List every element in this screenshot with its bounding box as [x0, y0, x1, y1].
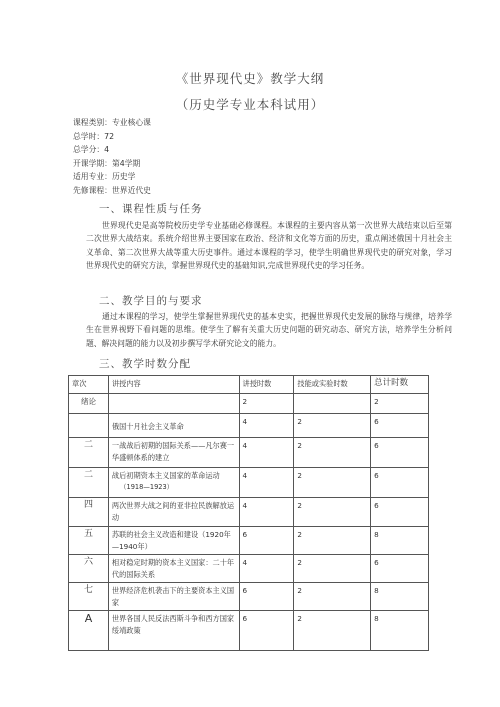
content-cell: 苏联的社会主义改造和建设（1920年—1940年）: [108, 527, 239, 555]
section-body-goals: 通过本课程的学习，使学生掌握世界现代史的基本史实，把握世界现代史发展的脉络与规律，培养学生在世界视野下看问题的思维。使学生了解有关重大历史问题的研究动态、研究方法，培养学生分析问题、解决问题的能力以及初步撰写学术研究论文的能力。: [86, 312, 452, 348]
section-heading-nature: 一、课程性质与任务: [99, 203, 203, 215]
lab-cell: [294, 394, 371, 414]
table-row: [69, 527, 429, 555]
lecture-cell: 2: [239, 394, 294, 414]
content-cell: [108, 394, 239, 414]
content-cell: 俄国十月社会主义革命: [108, 414, 239, 438]
chapter-cell: 七: [69, 583, 109, 611]
content-cell: 相对稳定时期的资本主义国家：二十年代的国际关系: [108, 555, 239, 583]
lecture-cell: 4: [239, 438, 294, 468]
prerequisite: 先修课程：世界近代史: [73, 185, 151, 195]
table-row: [69, 468, 429, 498]
lecture-cell: 6: [239, 527, 294, 555]
table-row: [69, 583, 429, 611]
table-row: [69, 414, 429, 438]
course-info: [73, 116, 151, 198]
table-row: [69, 555, 429, 583]
content-years: （1918—1923）: [119, 482, 174, 491]
total-cell: 2: [371, 394, 429, 414]
content-cell: 一战战后初期的国际关系——凡尔赛一华盛顿体系的建立: [108, 438, 239, 468]
total-cell: 6: [371, 438, 429, 468]
chapter-cell: A: [69, 611, 109, 651]
major: 适用专业：历史学: [73, 172, 136, 182]
table-row: [69, 611, 429, 651]
total-cell: 6: [371, 498, 429, 527]
lecture-cell: 4: [239, 555, 294, 583]
header-total-hours: 总计时数: [371, 376, 429, 394]
header-content: 讲授内容: [108, 376, 239, 394]
total-credits: 总学分：4: [73, 145, 110, 155]
content-cell: 世界经济危机袭击下的主要资本主义国家: [108, 583, 239, 611]
chapter-cell: 六: [69, 555, 109, 583]
total-cell: 8: [371, 611, 429, 651]
chapter-cell: 五: [69, 527, 109, 555]
content-cell: [108, 468, 239, 498]
document-subtitle: （历史学专业本科试用）: [175, 97, 325, 112]
lab-cell: 2: [294, 414, 371, 438]
lecture-cell: 4: [239, 498, 294, 527]
total-cell: 8: [371, 527, 429, 555]
content-text: 战后初期资本主义国家的革命运动: [111, 471, 220, 480]
lab-cell: 2: [294, 498, 371, 527]
chapter-cell: 绪论: [69, 394, 109, 414]
chapter-cell: 二: [69, 438, 109, 468]
lab-cell: 2: [294, 438, 371, 468]
chapter-cell: 二: [69, 468, 109, 498]
header-lab-hours: 技能或实验时数: [294, 376, 371, 394]
section-heading-hours: 三、教学时数分配: [99, 358, 191, 370]
content-cell: 世界各国人民反法西斯斗争和西方国家绥靖政策: [108, 611, 239, 651]
lecture-cell: 4: [239, 468, 294, 498]
course-category: 课程类别：专业核心课: [73, 118, 151, 127]
lecture-cell: 6: [239, 583, 294, 611]
chapter-cell: [69, 414, 109, 438]
lab-cell: 2: [294, 583, 371, 611]
document-title: 《世界现代史》教学大纲: [175, 71, 325, 86]
section-heading-goals: 二、教学目的与要求: [99, 295, 203, 307]
table-row: [69, 498, 429, 527]
lecture-cell: 6: [239, 611, 294, 651]
lab-cell: 2: [294, 527, 371, 555]
total-cell: 8: [371, 583, 429, 611]
lecture-cell: 4: [239, 414, 294, 438]
table-header-row: [69, 376, 429, 394]
chapter-cell: 四: [69, 498, 109, 527]
table-row: [69, 438, 429, 468]
semester: 开课学期：第4学期: [73, 158, 141, 168]
lab-cell: 2: [294, 555, 371, 583]
content-cell: 两次世界大战之间的亚非拉民族解放运动: [108, 498, 239, 527]
total-cell: 6: [371, 468, 429, 498]
total-cell: 6: [371, 414, 429, 438]
hours-table: [68, 375, 429, 651]
lab-cell: 2: [294, 468, 371, 498]
header-chapter: 章次: [69, 376, 109, 394]
header-lecture-hours: 讲授时数: [239, 376, 294, 394]
section-body-nature: 世界现代史是高等院校历史学专业基础必修课程。本课程的主要内容从第一次世界大战结束以后至第二次世界大战结束。系统介绍世界主要国家在政治、经济和文化等方面的历史，重点阐述俄国十月社会主义革命、第二次世界大战等重大历史事件。通过本课程的学习，使学生明确世界现代史的研究对象，学习世界现代史的研究方法，掌握世界现代史的基础知识,完成世界现代史的学习任务。: [86, 221, 452, 270]
total-cell: 6: [371, 555, 429, 583]
table-row: [69, 394, 429, 414]
lab-cell: 2: [294, 611, 371, 651]
total-hours: 总学时：72: [73, 131, 115, 141]
